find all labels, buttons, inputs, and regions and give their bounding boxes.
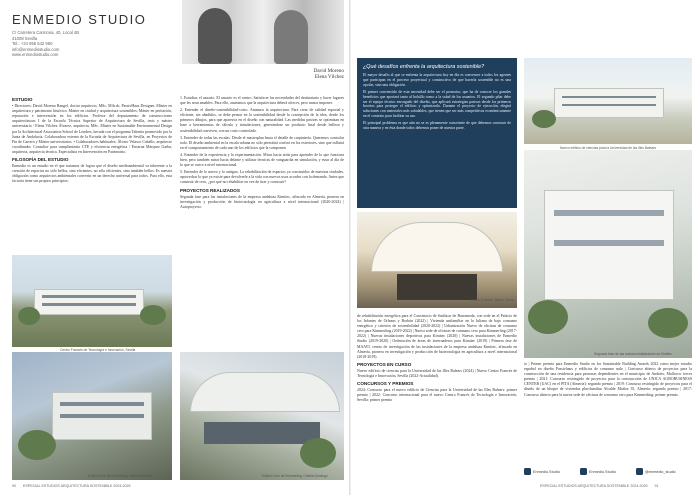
right-column-1 bbox=[357, 314, 517, 406]
page-gutter bbox=[349, 0, 351, 495]
heading-concursos: CONCURSOS Y PREMIOS bbox=[357, 381, 414, 387]
vault-shape bbox=[371, 222, 503, 272]
photo-ctt-sevilla bbox=[12, 255, 172, 347]
left-column-1 bbox=[12, 96, 172, 187]
box-question: ¿Qué desafíos enfrenta la arquitectura sostenible? bbox=[363, 64, 485, 70]
caption-lab: Segunda fase de las nuevas instalaciones de Kimitec bbox=[594, 352, 672, 356]
address-line: 41008 Sevilla bbox=[12, 35, 38, 41]
projects-continued: de rehabilitación energética para el Consistorio de Sanlúcar de Barrameda, con sede en el Palacio de los Infantes de Orleans y Borbón (2022) | Vivienda unifamiliar en la Juliana de bajo consumo energético y criterios de sostenibilidad (2020-2022) | Urbanización Nuevo de oficinas de consumo cero para Kimmerling (2019-2022) | Nueva sede de oficinas de consumo cero para Kimmerling (2017-2022) | Nuevas instalaciones deportivas para Kimitec (2020) | Nuevas instalaciones de Enmedio Studio (2019-2020) | Ordenación de áreas de invernaderos para Kimitec (2019) | Primera fase de MAAVI, centro de investigación de las instalaciones de la empresa andaluza Kimitec, afincada en Almería, pionera en investigación y producción de biotecnología en agricultura a nivel internacional (2018-2019). bbox=[357, 314, 517, 359]
tree-shape bbox=[532, 110, 556, 128]
social-handle: @enmedio_studio bbox=[645, 469, 676, 474]
studio-brand: ENMEDIO STUDIO bbox=[12, 12, 147, 27]
page-number: 90 bbox=[12, 484, 16, 488]
twitter-icon bbox=[636, 468, 643, 475]
window-band bbox=[60, 402, 144, 406]
facade-glass bbox=[204, 422, 320, 444]
interior-opening bbox=[397, 274, 477, 300]
social-handle: Enmedio.Studio bbox=[589, 469, 616, 474]
address-line: C/ Carretera Carmona, 40, Local 4B bbox=[12, 30, 80, 35]
sidebar-box bbox=[357, 58, 517, 208]
social-handle: Enmedio.Studio bbox=[533, 469, 560, 474]
building-shape bbox=[34, 289, 144, 315]
portrait-person-1 bbox=[198, 8, 232, 64]
portrait-person-2 bbox=[274, 10, 308, 64]
building-shape bbox=[554, 88, 664, 118]
tree-shape bbox=[528, 300, 568, 334]
social-twitter[interactable] bbox=[636, 468, 676, 475]
box-paragraph-3: El principal problema es que aún no se es plenamente consciente de que debemos construir de otra manera y en ésta donde todos debemos poner de nuestra parte. bbox=[363, 121, 511, 131]
heading-proyectos: PROYECTOS REALIZADOS bbox=[180, 187, 240, 193]
tree-shape bbox=[300, 438, 336, 468]
studio-address bbox=[12, 30, 132, 58]
heading-filosofia: FILOSOFÍA DEL ESTUDIO bbox=[12, 157, 69, 163]
page-number: 91 bbox=[654, 484, 659, 488]
left-column-2 bbox=[180, 96, 344, 212]
heading-curso: PROYECTOS EN CURSO bbox=[357, 361, 412, 367]
director-names bbox=[294, 68, 344, 81]
curso-text: Nuevo edificio de ciencias para la Universidad de las Illes Balears (2024) | Nuevo Centro Francés de Tecnología e Innovación, Sevilla (2022-Actualidad). bbox=[357, 368, 517, 379]
window-band bbox=[60, 414, 144, 418]
canopy-shape bbox=[190, 372, 340, 412]
director-name: David Moreno bbox=[313, 68, 344, 74]
estudio-text: • Directores: David Moreno Rangel, doctor arquitecto, MSc, MArch, PassivHaus Designer. Máster en arquitectura y patrimonio histórico, Máster en ciudad y arquitectura sostenibles; Máster en peritación, reparación e intervención en los edificios. Profesor del departamento de construcciones arquitectónicas I de la Escuela Técnica Superior de Arquitectura de Sevilla, tesis y máster universitario / Elena Vílchez Álvarez, arquitecta, MSc. Máster en Sustainable Environmental Design por la Architectural Association School de Londres, becada con el programa Talentia promovido por la Junta de Andalucía. Colaboradora externa de la Escuela de Arquitectura de Sevilla, en Proyectos de Fin de Carrera y Máster universitarios. • Colaboradores habituales: Álvaro Velasco Caballo, arquitecto coordinador. Consultor para cumplimiento CTE y eficiencia energética / Encarna Márquez Garba, arquitecta, arquitecta técnica. Especialista en Intervención en Patrimonio. bbox=[12, 104, 172, 154]
tree-shape bbox=[18, 430, 56, 460]
address-phone: Tel.: +34 955 542 960 bbox=[12, 41, 53, 47]
facebook-icon bbox=[524, 468, 531, 475]
footer-text: ESPECIAL ESTUDIOS ARQUITECTURA SOSTENIBLE 2024-2025 bbox=[540, 484, 648, 488]
photo-cultural-center bbox=[357, 212, 517, 308]
tree-shape bbox=[648, 308, 688, 338]
director-name: Elena Vílchez bbox=[314, 74, 344, 81]
address-email: info@enmediostudio.com bbox=[12, 46, 60, 52]
caption-ctt: Centro Francés de Tecnología e Innovación, Sevilla bbox=[60, 348, 136, 352]
tree-shape bbox=[18, 307, 40, 325]
principle-3: 3. Entender de todas las escalas. Desde el masterplan hasta el detalle de carpintería. Queremos controlar todo. El diseño ambiental en la escala urbana no sólo permitirá confort en los exteriores, sino que influirá en el comportamiento de cada uno de los edificios que la componen. bbox=[180, 135, 344, 150]
footer-text: ESPECIAL ESTUDIOS ARQUITECTURA SOSTENIBLE 2024-2025 bbox=[23, 484, 131, 488]
principle-1: 1. Estudiar, el usuario. El usuario es el centro. Satisfacer las necesidades del destinatario y hacer lugares que les sean amables. Para ello, asumimos que la arquitectura deberá ofrecer, pero nunca imponer. bbox=[180, 96, 344, 106]
window-band bbox=[42, 295, 136, 298]
heading-estudio: ESTUDIO bbox=[12, 97, 33, 102]
caption-uib: Nuevo edificio de ciencias para la Universidad de las Illes Balears bbox=[560, 146, 657, 150]
photo-gen-1 bbox=[12, 352, 172, 480]
box-paragraph-1: El mayor desafío al que se enfrenta la arquitectura hoy en día es convencer a todos los agentes que participan en el proceso proyectual y constructivo de que hacerla sostenible no es una opción, sino una obligación. bbox=[363, 73, 511, 87]
principle-2: 2. Entender el diseño-sostenibilidad-costo. Amamos la arquitectura. Para crear de calidad espacial y eficiente, sin añadidos, se debe pensar en la sostenibilidad desde la concepción de la idea, desde los primeros dibujos, para que aparezca en el diseño con naturalidad. Las medidas pasivas se optimizan en base a herramientas de cálculo y simulaciones, generándose un producto final desde belleza y sostenibilidad conviven, con un costo controlado. bbox=[180, 108, 344, 133]
caption-cultural: Centro Cultural, Jaylan, Sirvia bbox=[470, 298, 514, 302]
window-band bbox=[562, 96, 656, 98]
photo-uib-science bbox=[524, 58, 692, 144]
left-footer bbox=[12, 484, 131, 488]
right-footer bbox=[540, 484, 659, 488]
social-facebook[interactable] bbox=[524, 468, 560, 475]
address-web: www.enmediostudio.com bbox=[12, 52, 59, 58]
caption-gen-1: Edificio Gen de Kimmeriing / Antonio Betlén bbox=[88, 474, 152, 478]
instagram-icon bbox=[580, 468, 587, 475]
awards-continued: io | Primer premio para Enmedio Studio en los Sustainable Building Awards 2022 como mejor estudio español en diseño Passivhaus y edificios de consumo nulo | Concurso abierto de proyectos para la construcción de una residencia para personas dependientes en el municipio de Andratx, Mallorca: tercer premio | 2021: Concurso restringido de proyectos para la construcción de UNICA AGROBUSINESS CENTER (UAC) en el PITA (Almería): segundo premio | 2019: Concurso restringido de proyectos para el diseño de un bloque de viviendas plurifamiliar Alcalde Muñoz 35, Almería: segundo premio | 2017: Concurso abierto para la nueva sede de oficinas de consumo cero para Kimmerling: primer premio. bbox=[524, 362, 692, 397]
principle-4: 4. Entender de la experiencia y la experimentación. Mirar hacia atrás para aprender de lo que funciona bien, pero también mirar hacia delante y utilizar técnicas de vanguardia en simulación, y estar al día de lo que se cuece a nivel internacional. bbox=[180, 152, 344, 168]
right-column-2 bbox=[524, 362, 692, 400]
proyectos-text: Segunda fase para las instalaciones de la empresa andaluza Kimitec, afincada en Almería, pionera en investigación y producción de biotecnología en agricultura a nivel internacional (2020-2024) | Autoproyecto bbox=[180, 194, 344, 209]
box-paragraph-2: El primer convencido de esta necesidad debe ser el promotor, que ha de conocer los grandes beneficios que aportará tanto al bolsillo como a la salud de los usuarios. El segundo pilar debe ser el equipo técnico encargado del diseño, que aplicará estrategias pasivas desde los primeros bocetos para proteger el edificio y optimizarlo. Durante el proyecto de ejecución, elegirá soluciones con materiales más saludables, que tienen que ser más competitivas económicamente en el contexto para facilitar su uso. bbox=[363, 89, 511, 119]
social-instagram[interactable] bbox=[580, 468, 616, 475]
directors-portrait bbox=[182, 0, 344, 64]
window-band bbox=[554, 210, 664, 216]
photo-gen-2 bbox=[180, 352, 344, 480]
concursos-text: 2024: Concurso para el nuevo edificio de Ciencias para la Universidad de las Illes Balears: primer premio | 2022: Concurso internacional para el nuevo Centro Francés de Tecnología e Innovación, Sevilla: primer premio bbox=[357, 388, 517, 403]
caption-gen-2: Edificio Gen de Kimmeriing / Sheila Domingo bbox=[262, 474, 328, 478]
photo-kimitec-lab bbox=[524, 150, 692, 358]
tree-shape bbox=[140, 305, 166, 325]
filosofia-text: Enmedio es un estudio en el que tratamos de lograr que el diseño medioambiental va inherente a la creación de espacios no sólo bellos, sino eficientes, no sólo eficientes, sino también bellos. Es nuestra obligación como arquitectos ambientales convertir en un derecho universal para todos. Para ello, esta factoría tiene sus propios principios: bbox=[12, 164, 172, 184]
principle-5: 5. Entender de lo nuevo y lo antiguo. La rehabilitación de espacios ya construidos de nuestras ciudades, aprovechar lo que ya existe para devolverle a la vida con nuevos usos acordes con la demanda. Antes que construir de cero, ¿por qué no rehabilitar en vez de tirar y construir? bbox=[180, 170, 344, 185]
window-band bbox=[42, 303, 136, 306]
window-band bbox=[554, 240, 664, 246]
window-band bbox=[562, 104, 656, 106]
